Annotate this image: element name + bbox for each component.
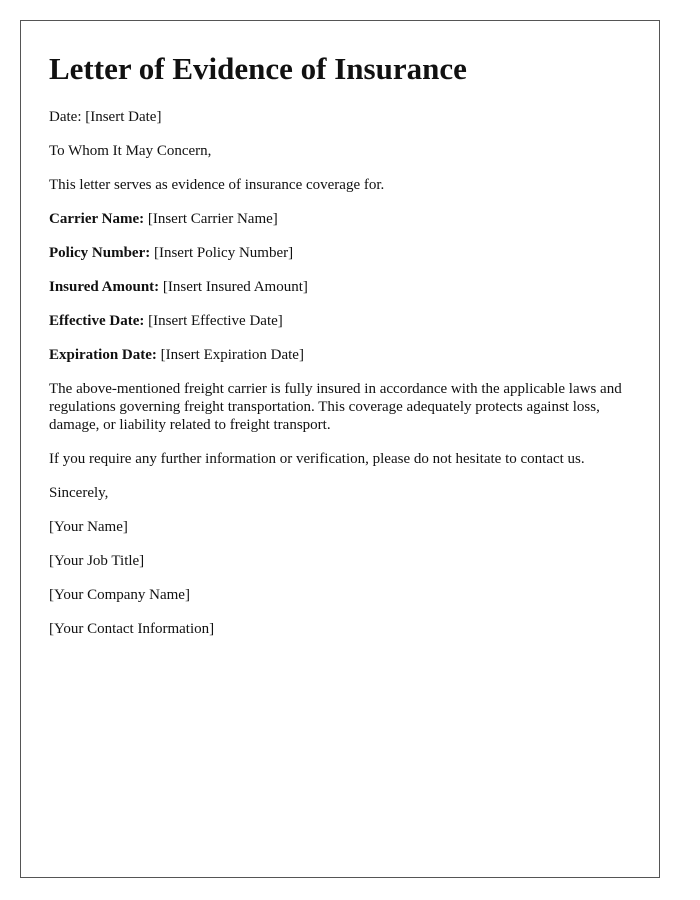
insured-amount-field <box>49 278 639 296</box>
body-paragraph: The above-mentioned freight carrier is fully insured in accordance with the applicable laws and regulations governing freight transportation. This coverage adequately protects against loss, damage, or liability related to freight transport. <box>49 381 622 433</box>
closing: Sincerely, <box>49 485 109 501</box>
insured-amount-label: Insured Amount: <box>49 279 160 295</box>
expiration-date-field <box>49 346 639 364</box>
salutation: To Whom It May Concern, <box>49 143 212 159</box>
letter-title: Letter of Evidence of Insurance <box>49 51 467 86</box>
signature-job-title: [Your Job Title] <box>49 553 145 569</box>
signature-name: [Your Name] <box>49 519 128 535</box>
letter-page <box>20 20 660 878</box>
carrier-name-field <box>49 210 639 228</box>
signature-contact: [Your Contact Information] <box>49 621 215 637</box>
expiration-date-label: Expiration Date: <box>49 347 157 363</box>
carrier-name-label: Carrier Name: <box>49 211 145 227</box>
expiration-date-value: [Insert Expiration Date] <box>160 347 304 363</box>
insured-amount-value: [Insert Insured Amount] <box>162 279 308 295</box>
policy-number-value: [Insert Policy Number] <box>153 245 294 261</box>
effective-date-field <box>49 312 639 330</box>
policy-number-label: Policy Number: <box>49 245 151 261</box>
policy-number-field <box>49 244 639 262</box>
effective-date-label: Effective Date: <box>49 313 145 329</box>
contact-paragraph: If you require any further information or verification, please do not hesitate to contact us. <box>49 451 585 467</box>
signature-company: [Your Company Name] <box>49 587 190 603</box>
date-line: Date: [Insert Date] <box>49 109 162 125</box>
intro-paragraph: This letter serves as evidence of insurance coverage for. <box>49 177 385 193</box>
effective-date-value: [Insert Effective Date] <box>148 313 283 329</box>
letter-content <box>49 49 639 654</box>
carrier-name-value: [Insert Carrier Name] <box>147 211 278 227</box>
